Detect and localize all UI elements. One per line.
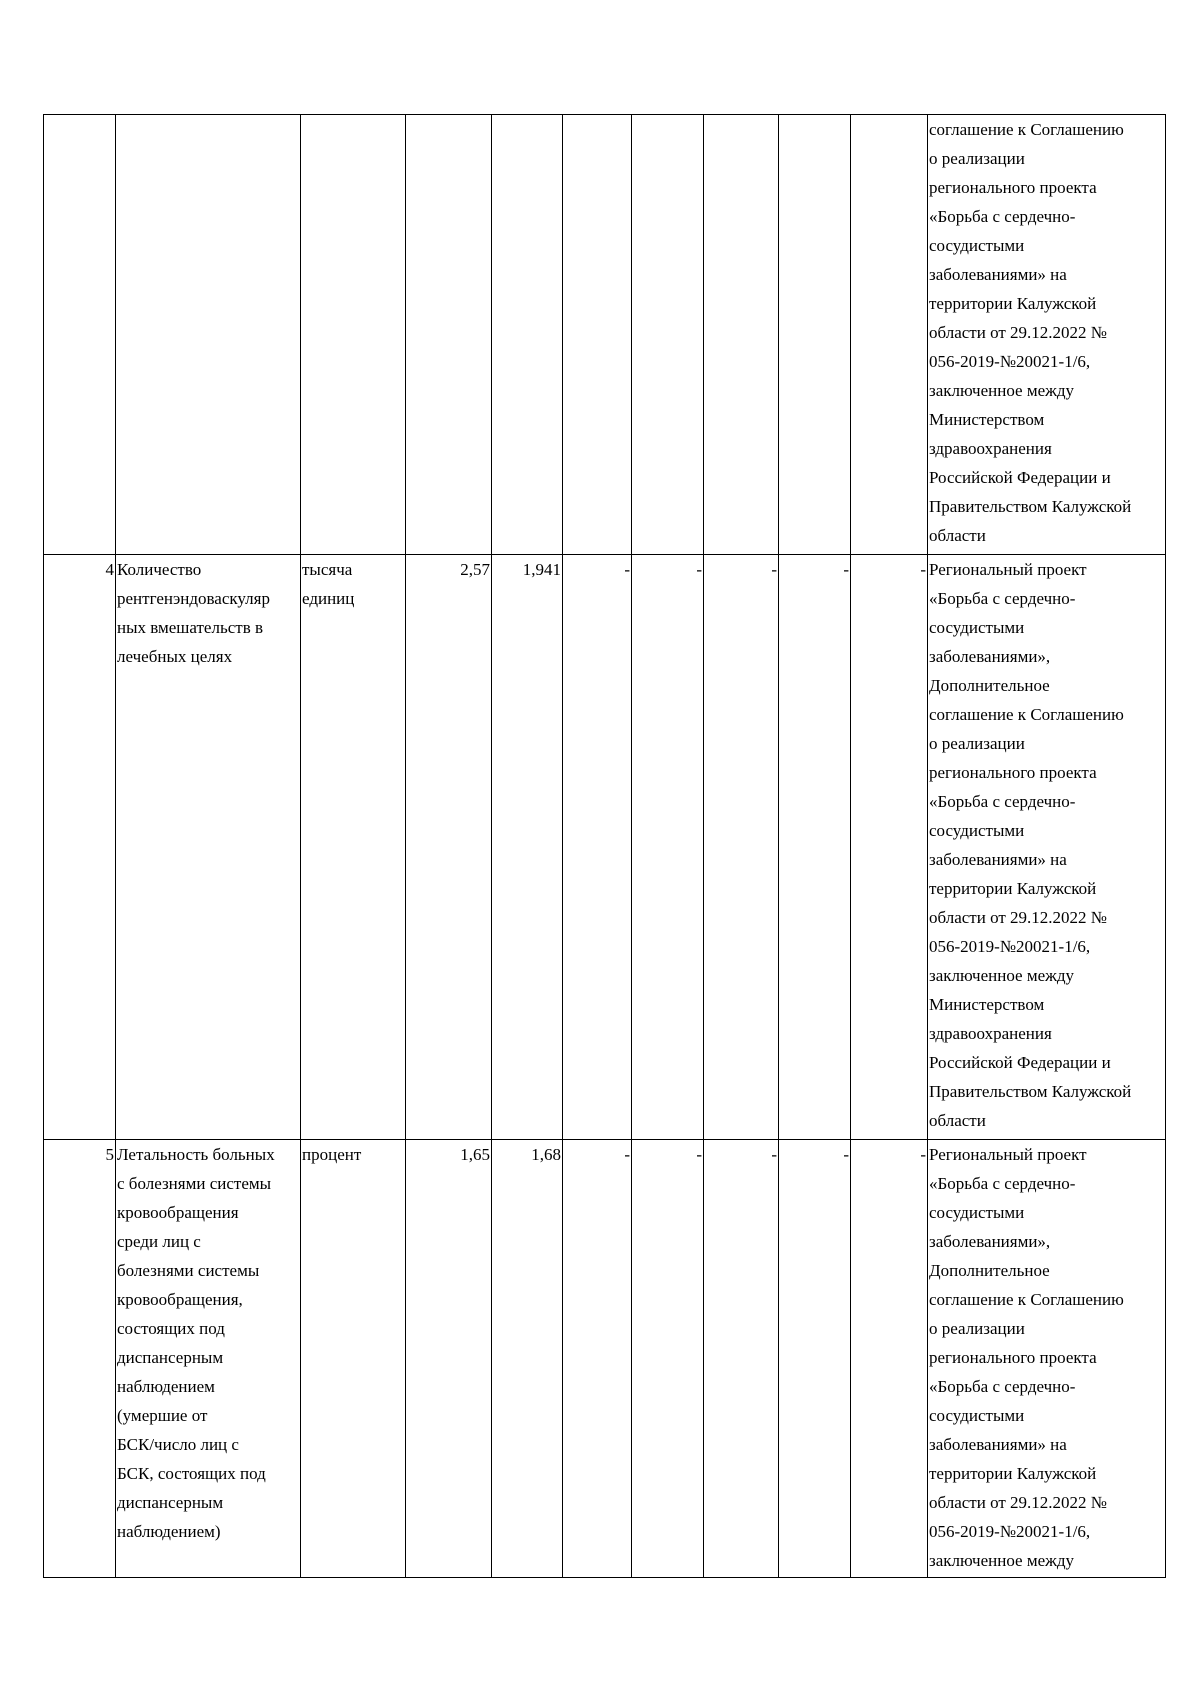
- value-cell: [779, 115, 851, 555]
- value-cell: 2,57: [406, 555, 492, 1140]
- value-cell: -: [704, 555, 779, 1140]
- table-row: [44, 555, 1166, 1140]
- value-cell: -: [563, 555, 632, 1140]
- row-number: 5: [44, 1140, 116, 1578]
- value-cell: -: [704, 1140, 779, 1578]
- value-cell: -: [779, 555, 851, 1140]
- value-cell: -: [563, 1140, 632, 1578]
- value-cell: 1,65: [406, 1140, 492, 1578]
- unit: процент: [301, 1140, 406, 1578]
- value-cell: [492, 115, 563, 555]
- value-cell: 1,68: [492, 1140, 563, 1578]
- value-cell: 1,941: [492, 555, 563, 1140]
- table-row: [44, 1140, 1166, 1578]
- indicators-table: [43, 114, 1166, 1578]
- unit: тысяча единиц: [301, 555, 406, 1140]
- table-row: [44, 115, 1166, 555]
- indicator-name: [116, 115, 301, 555]
- value-cell: -: [632, 555, 704, 1140]
- indicator-name: Летальность больных с болезнями системы кровообращения среди лиц с болезнями системы кровообращения, состоящих под диспансерным наблюдением (умершие от БСК/число лиц с БСК, состоящих под диспансерным наблюдением): [116, 1140, 301, 1578]
- value-cell: [563, 115, 632, 555]
- value-cell: [632, 115, 704, 555]
- value-cell: [851, 115, 928, 555]
- value-cell: -: [779, 1140, 851, 1578]
- value-cell: [704, 115, 779, 555]
- source-document: Региональный проект «Борьба с сердечно- сосудистыми заболеваниями», Дополнительное соглашение к Соглашению о реализации регионального проекта «Борьба с сердечно- сосудистыми заболеваниями» на территории Калужской области от 29.12.2022 № 056-2019-№20021-1/6, заключенное между: [928, 1140, 1166, 1578]
- value-cell: -: [851, 1140, 928, 1578]
- row-number: [44, 115, 116, 555]
- value-cell: -: [851, 555, 928, 1140]
- unit: [301, 115, 406, 555]
- source-document: соглашение к Соглашению о реализации регионального проекта «Борьба с сердечно- сосудистыми заболеваниями» на территории Калужской области от 29.12.2022 № 056-2019-№20021-1/6, заключенное между Министерством здравоохранения Российской Федерации и Правительством Калужской области: [928, 115, 1166, 555]
- value-cell: [406, 115, 492, 555]
- value-cell: -: [632, 1140, 704, 1578]
- row-number: 4: [44, 555, 116, 1140]
- indicator-name: Количество рентгенэндоваскуляр ных вмешательств в лечебных целях: [116, 555, 301, 1140]
- source-document: Региональный проект «Борьба с сердечно- сосудистыми заболеваниями», Дополнительное соглашение к Соглашению о реализации регионального проекта «Борьба с сердечно- сосудистыми заболеваниями» на территории Калужской области от 29.12.2022 № 056-2019-№20021-1/6, заключенное между Министерством здравоохранения Российской Федерации и Правительством Калужской области: [928, 555, 1166, 1140]
